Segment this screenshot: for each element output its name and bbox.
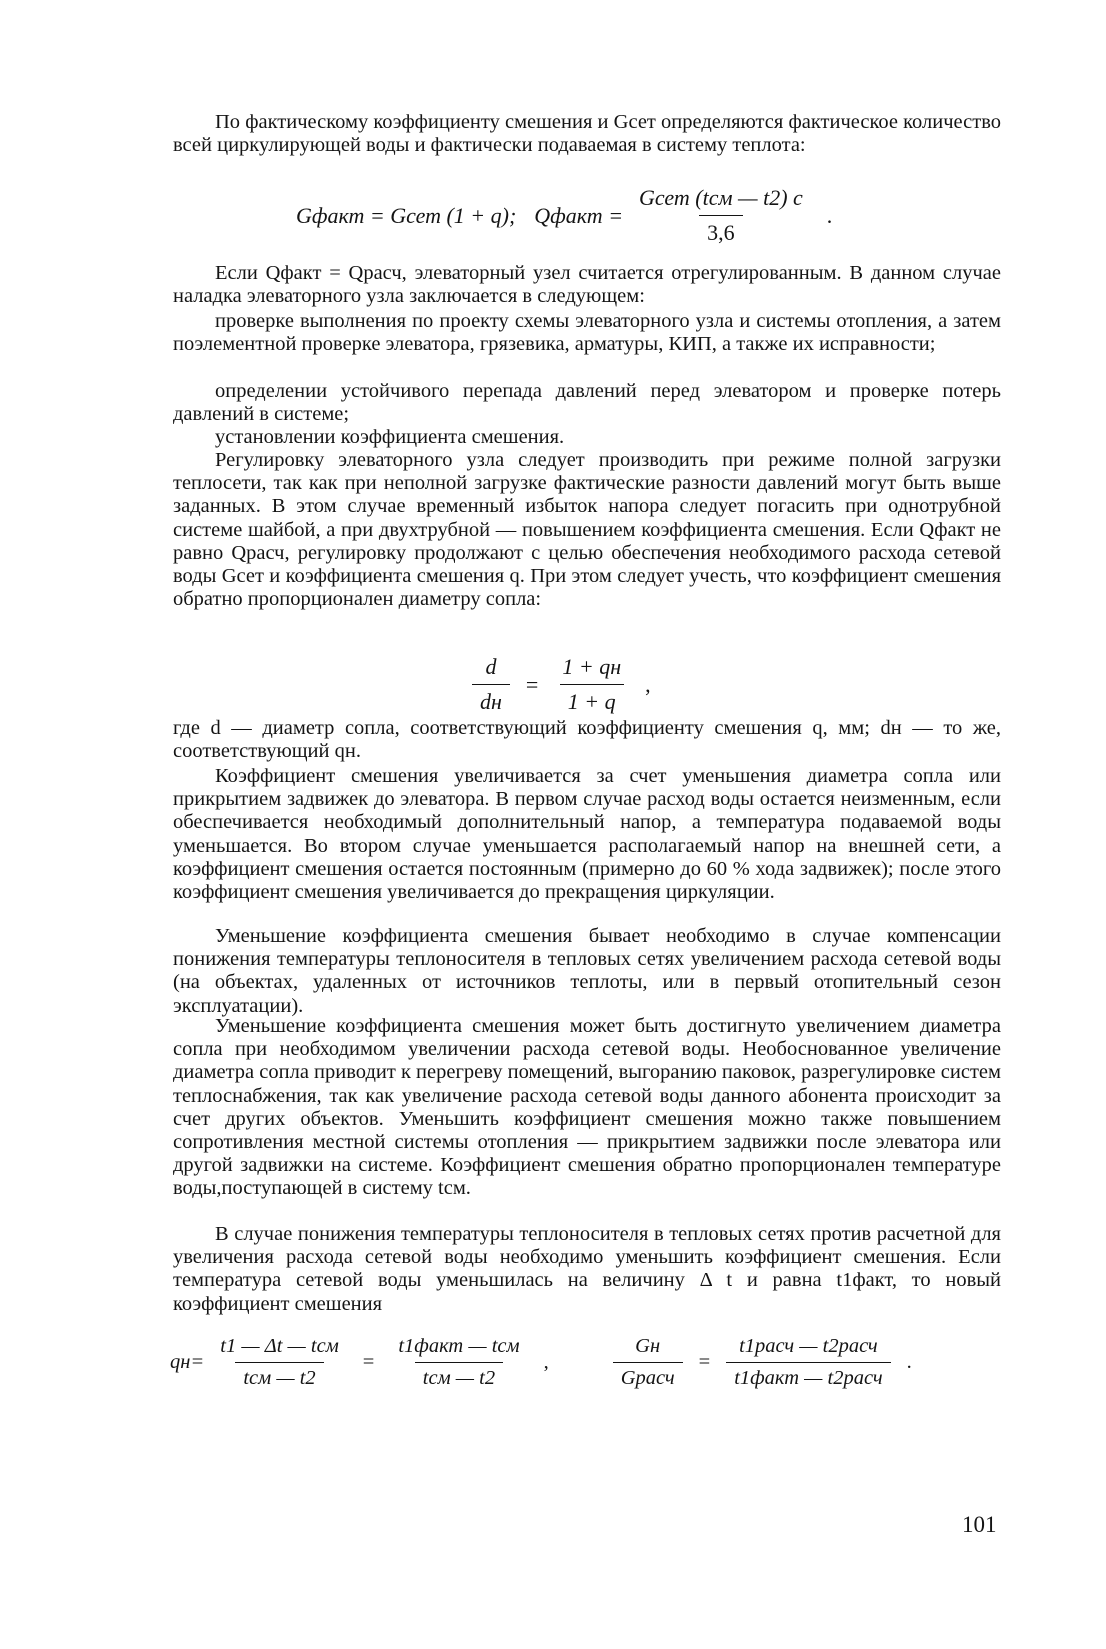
fraction-d	[472, 654, 510, 715]
fraction-2-denominator: tсм — t2	[415, 1362, 503, 1390]
fraction-2	[390, 1335, 527, 1390]
equals-sign-2: =	[362, 1351, 375, 1373]
equals-sign-3: =	[698, 1351, 711, 1373]
formula-end-period: .	[826, 202, 833, 228]
fraction-1-denominator: tсм — t2	[235, 1362, 323, 1390]
fraction-qfakt-denominator: 3,6	[699, 215, 743, 246]
fraction-4-numerator: t1расч — t2расч	[739, 1335, 878, 1357]
formula-end-period-2: .	[906, 1351, 912, 1373]
fraction-3-denominator: Gрасч	[613, 1362, 683, 1390]
paragraph-1: По фактическому коэффициенту смешения и Gсет определяются фактическое количество всей циркулирующей воды и фактически подаваемая в систему теплота:	[173, 111, 1001, 157]
fraction-q	[554, 654, 629, 715]
formula-new-mixing-ratio	[170, 1335, 920, 1390]
paragraph-8: Коэффициент смешения увеличивается за счет уменьшения диаметра сопла или прикрытием задвижек до элеватора. В первом случае расход воды остается неизменным, если обеспечивается необходимый дополнительный напор, а температура подаваемой воды уменьшается. Во втором случае уменьшается располагаемый напор на внешней сети, а коэффициент смешения остается постоянным (примерно до 60 % хода задвижек); после этого коэффициент смешения увеличивается до прекращения циркуляции.	[173, 765, 1001, 904]
fraction-1	[212, 1335, 347, 1390]
fraction-q-numerator: 1 + qн	[562, 654, 622, 679]
paragraph-6: Регулировку элеваторного узла следует производить при режиме полной загрузки теплосети, так как при неполной загрузке фактические разности давлений могут быть выше заданных. В этом случае временный избыток напора следует погасить при однотрубной системе шайбой, а при двухтрубной — повышением коэффициента смешения. Если Qфакт не равно Qрасч, регулировку продолжают с целью обеспечения необходимого расхода сетевой воды Gсет и коэффициента смешения q. При этом следует учесть, что коэффициент смешения обратно пропорционален диаметру сопла:	[173, 449, 1001, 611]
fraction-3-numerator: Gн	[635, 1335, 661, 1357]
fraction-2-numerator: t1факт — tсм	[398, 1335, 520, 1357]
paragraph-2: Если Qфакт = Qрасч, элеваторный узел считается отрегулированным. В данном случае наладка элеваторного узла заключается в следующем:	[173, 262, 1001, 308]
formula-end-comma: ,	[645, 671, 651, 697]
formula-gfakt: Gфакт = Gсет (1 + q);	[296, 202, 517, 228]
fraction-4	[726, 1335, 890, 1390]
page-number: 101	[962, 1512, 997, 1537]
paragraph-4: определении устойчивого перепада давлений перед элеватором и проверке потерь давлений в системе;	[173, 380, 1001, 426]
formula-qfakt-lhs: Qфакт =	[534, 202, 624, 228]
fraction-qfakt	[631, 185, 811, 246]
fraction-q-denominator: 1 + q	[560, 684, 624, 715]
paragraph-7: где d — диаметр сопла, соответствующий коэффициенту смешения q, мм; dн — то же, соответствующий qн.	[173, 717, 1001, 763]
fraction-3	[613, 1335, 683, 1390]
paragraph-10: Уменьшение коэффициента смешения может быть достигнуто увеличением диаметра сопла при необходимом увеличении расхода сетевой воды. Необоснованное увеличение диаметра сопла приводит к перегреву помещений, выгоранию паковок, разрегулировке систем теплоснабжения, так как увеличение расхода сетевой воды данного абонента происходит за счет других объектов. Уменьшить коэффициент смешения можно также повышением сопротивления местной системы отопления — прикрытием задвижки после элеватора или другой задвижки на системе. Коэффициент смешения обратно пропорционален температуре воды,поступающей в систему tсм.	[173, 1015, 1001, 1200]
formula-qn-lhs: qн=	[170, 1351, 205, 1373]
fraction-d-numerator: d	[485, 654, 497, 679]
fraction-1-numerator: t1 — Δt — tсм	[220, 1335, 339, 1357]
paragraph-3: проверке выполнения по проекту схемы элеваторного узла и системы отопления, а затем поэлементной проверке элеватора, грязевика, арматуры, КИП, а также их исправности;	[173, 310, 1001, 356]
paragraph-5: установлении коэффициента смешения.	[215, 426, 565, 448]
fraction-qfakt-numerator: Gсет (tсм — t2) c	[639, 185, 803, 210]
formula-separator-comma: ,	[543, 1351, 549, 1373]
paragraph-11: В случае понижения температуры теплоносителя в тепловых сетях против расчетной для увеличения расхода сетевой воды необходимо уменьшить коэффициент смешения. Если температура сетевой воды уменьшилась на величину Δ t и равна t1факт, то новый коэффициент смешения	[173, 1223, 1001, 1315]
formula-gfakt-qfakt	[296, 185, 840, 246]
equals-sign: =	[525, 671, 539, 697]
formula-nozzle-ratio	[464, 654, 659, 715]
fraction-d-denominator: dн	[472, 684, 510, 715]
fraction-4-denominator: t1факт — t2расч	[726, 1362, 890, 1390]
paragraph-9: Уменьшение коэффициента смешения бывает необходимо в случае компенсации понижения температуры теплоносителя в тепловых сетях увеличением расхода сетевой воды (на объектах, удаленных от источников теплоты, или в первый отопительный сезон эксплуатации).	[173, 925, 1001, 1017]
